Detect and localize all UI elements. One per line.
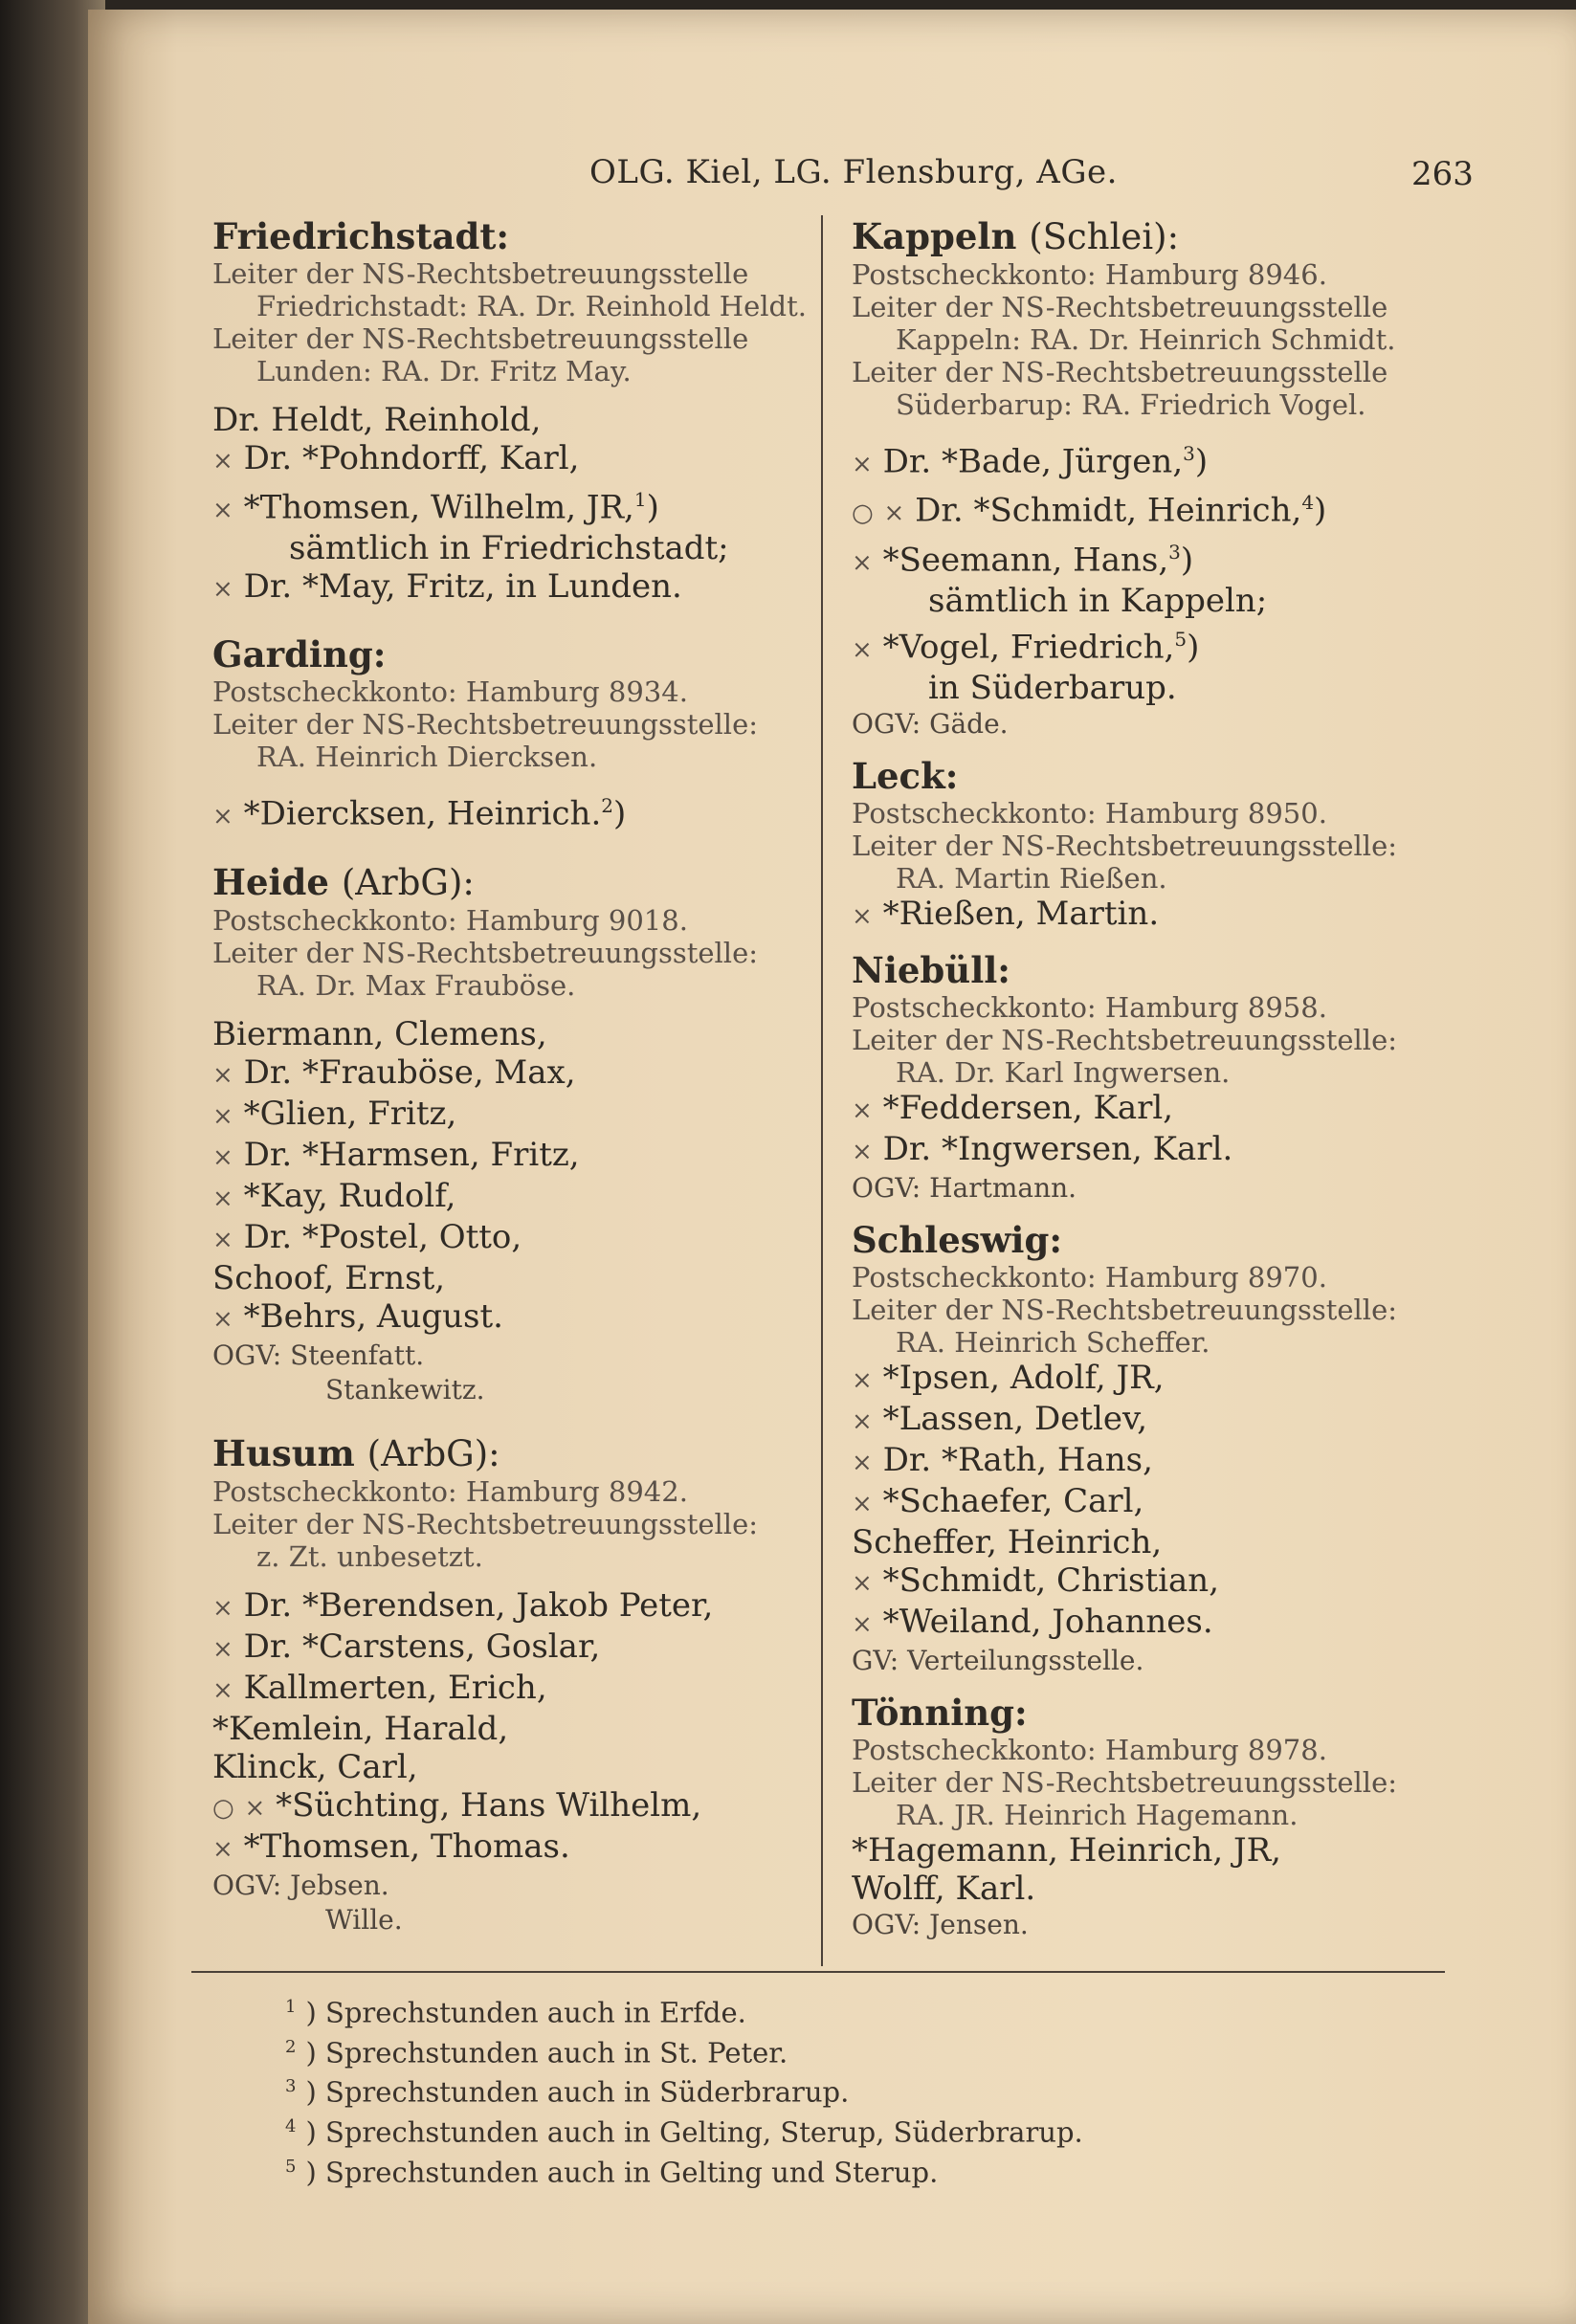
footnote-ref: 4 <box>1301 491 1315 515</box>
lawyer-entry: *Hagemann, Heinrich, JR, <box>852 1831 1281 1870</box>
lawyer-entry: × *Diercksen, Heinrich.$^2$) <box>212 794 627 833</box>
footnote-rule <box>191 1971 1445 1973</box>
leader-line: Leiter der NS-Rechtsbetreuungsstelle: <box>852 1024 1398 1057</box>
section-friedrichstadt <box>212 215 834 609</box>
notary-mark: × <box>852 1569 873 1599</box>
location-note: in Süderbarup. <box>928 669 1177 708</box>
lawyer-entry: × Dr. *Berendsen, Jakob Peter, <box>212 1585 714 1625</box>
lawyer-entry: × Dr. *Ingwersen, Karl. <box>852 1130 1233 1169</box>
footnote: $^1$ ) Sprechstunden auch in Erfde. <box>285 1996 746 2029</box>
section-heading: Kappeln (Schlei): <box>852 215 1180 257</box>
footnote: $^5$ ) Sprechstunden auch in Gelting und Sterup. <box>285 2156 939 2189</box>
bailiff-line: OGV: Hartmann. <box>852 1172 1077 1205</box>
leader-line: RA. JR. Heinrich Hagemann. <box>896 1799 1299 1832</box>
lawyer-entry: × Dr. *Carstens, Goslar, <box>212 1627 601 1666</box>
notary-mark: × <box>852 1138 873 1167</box>
leader-line: Lunden: RA. Dr. Fritz May. <box>256 355 632 387</box>
leader-line: Leiter der NS-Rechtsbetreuungsstelle: <box>212 936 759 969</box>
leader-line: Leiter der NS-Rechtsbetreuungsstelle: <box>852 830 1398 863</box>
leader-line: Leiter der NS-Rechtsbetreuungsstelle: <box>852 1766 1398 1800</box>
lawyer-entry: ○ × Dr. *Schmidt, Heinrich,$^4$) <box>852 491 1327 530</box>
notary-mark: × <box>883 498 905 528</box>
notary-mark: × <box>212 447 233 476</box>
section-toenning <box>852 1692 1483 1942</box>
section-husum <box>212 1432 834 1937</box>
lawyer-entry: ○ × *Süchting, Hans Wilhelm, <box>212 1785 702 1825</box>
lawyer-entry: × Dr. *May, Fritz, in Lunden. <box>212 567 682 607</box>
footnote: $^2$ ) Sprechstunden auch in St. Peter. <box>285 2036 788 2069</box>
leader-line: Leiter der NS-Rechtsbetreuungsstelle <box>212 322 749 355</box>
section-heading: Garding: <box>212 633 387 676</box>
footnote-ref: 2 <box>601 794 613 818</box>
lawyer-entry: × Dr. *Rath, Hans, <box>852 1441 1153 1480</box>
lawyer-entry: Klinck, Carl, <box>212 1747 418 1786</box>
lawyer-entry: × *Glien, Fritz, <box>212 1094 457 1133</box>
circle-mark: ○ <box>852 498 874 528</box>
lawyer-entry: *Kemlein, Harald, <box>212 1709 509 1748</box>
postal-account: Postscheckkonto: Hamburg 8978. <box>852 1734 1327 1767</box>
leader-line: Leiter der NS-Rechtsbetreuungsstelle <box>852 356 1388 388</box>
lawyer-entry: Wolff, Karl. <box>852 1870 1036 1909</box>
postal-account: Postscheckkonto: Hamburg 9018. <box>212 903 688 937</box>
bailiff-line: Stankewitz. <box>325 1373 485 1405</box>
postal-account: Postscheckkonto: Hamburg 8958. <box>852 991 1327 1025</box>
leader-line: z. Zt. unbesetzt. <box>256 1539 483 1573</box>
footnote: $^3$ ) Sprechstunden auch in Süderbrarup. <box>285 2075 850 2109</box>
leader-line: Leiter der NS-Rechtsbetreuungsstelle <box>212 257 749 290</box>
leader-line: Leiter der NS-Rechtsbetreuungsstelle: <box>852 1294 1398 1327</box>
section-schleswig <box>852 1219 1483 1678</box>
page-number: 263 <box>1411 155 1474 193</box>
notary-mark: × <box>212 575 233 605</box>
section-heading: Friedrichstadt: <box>212 215 510 257</box>
right-column <box>852 215 1483 1942</box>
bailiff-line: OGV: Jensen. <box>852 1909 1029 1941</box>
bailiff-line: OGV: Gäde. <box>852 708 1009 741</box>
leader-line: Friedrichstadt: RA. Dr. Reinhold Heldt. <box>256 290 807 322</box>
lawyer-entry: × Dr. *Frauböse, Max, <box>212 1052 576 1092</box>
notary-mark: × <box>852 635 873 665</box>
notary-mark: × <box>212 1675 233 1705</box>
left-column <box>212 215 834 1937</box>
lawyer-entry: × *Schmidt, Christian, <box>852 1561 1219 1601</box>
lawyer-entry: Scheffer, Heinrich, <box>852 1523 1163 1562</box>
leader-line: Leiter der NS-Rechtsbetreuungsstelle: <box>212 708 759 741</box>
leader-line: RA. Heinrich Scheffer. <box>896 1326 1210 1360</box>
lawyer-entry: × *Thomsen, Thomas. <box>212 1826 570 1866</box>
footnote: $^4$ ) Sprechstunden auch in Gelting, Sterup, Süderbrarup. <box>285 2115 1083 2149</box>
running-title: OLG. Kiel, LG. Flensburg, AGe. <box>589 153 1118 191</box>
leader-line: Leiter der NS-Rechtsbetreuungsstelle <box>852 291 1388 323</box>
notary-mark: × <box>852 1490 873 1519</box>
notary-mark: × <box>212 1304 233 1334</box>
notary-mark: × <box>212 1593 233 1623</box>
footnotes <box>285 1990 1083 2189</box>
bailiff-line: Wille. <box>325 1903 403 1936</box>
notary-mark: × <box>212 1834 233 1864</box>
section-heading: Husum (ArbG): <box>212 1431 500 1474</box>
lawyer-entry: × *Weiland, Johannes. <box>852 1603 1213 1642</box>
postal-account: Postscheckkonto: Hamburg 8970. <box>852 1261 1327 1295</box>
notary-mark: × <box>212 1184 233 1213</box>
leader-line: RA. Heinrich Diercksen. <box>256 741 598 774</box>
leader-line: Süderbarup: RA. Friedrich Vogel. <box>896 388 1366 421</box>
bailiff-line: OGV: Steenfatt. <box>212 1339 425 1371</box>
section-niebuell <box>852 949 1483 1206</box>
lawyer-entry: × Kallmerten, Erich, <box>212 1668 547 1707</box>
lawyer-entry: Schoof, Ernst, <box>212 1258 446 1297</box>
footnote-ref: 1 <box>633 488 647 511</box>
leader-line: RA. Martin Rießen. <box>896 862 1167 896</box>
lawyer-entry: × *Lassen, Detlev, <box>852 1400 1148 1439</box>
postal-account: Postscheckkonto: Hamburg 8946. <box>852 258 1327 291</box>
notary-mark: × <box>212 496 233 525</box>
leader-line: RA. Dr. Max Frauböse. <box>256 968 576 1002</box>
lawyer-entry: × Dr. *Postel, Otto, <box>212 1217 522 1256</box>
section-garding <box>212 633 834 835</box>
notary-mark: × <box>212 1225 233 1254</box>
footnote-ref: 3 <box>1168 540 1181 564</box>
bailiff-line: GV: Verteilungsstelle. <box>852 1645 1144 1677</box>
location-note: sämtlich in Kappeln; <box>928 581 1268 620</box>
postal-account: Postscheckkonto: Hamburg 8950. <box>852 797 1327 830</box>
notary-mark: × <box>852 902 873 932</box>
notary-mark: × <box>852 1449 873 1478</box>
lawyer-entry: × Dr. *Bade, Jürgen,$^3$) <box>852 442 1209 481</box>
lawyer-entry: Biermann, Clemens, <box>212 1014 547 1053</box>
notary-mark: × <box>852 1366 873 1396</box>
leader-line: Leiter der NS-Rechtsbetreuungsstelle: <box>212 1507 759 1540</box>
lawyer-entry: × Dr. *Pohndorff, Karl, <box>212 439 580 477</box>
lawyer-entry: × *Behrs, August. <box>212 1296 503 1336</box>
section-kappeln <box>852 215 1483 741</box>
section-heading: Niebüll: <box>852 949 1010 992</box>
notary-mark: × <box>212 1060 233 1090</box>
lawyer-entry: × *Vogel, Friedrich,$^5$) <box>852 627 1200 667</box>
notary-mark: × <box>852 1610 873 1640</box>
section-heading: Heide (ArbG): <box>212 860 475 903</box>
notary-mark: × <box>852 1096 873 1126</box>
postal-account: Postscheckkonto: Hamburg 8934. <box>212 675 688 709</box>
postal-account: Postscheckkonto: Hamburg 8942. <box>212 1474 688 1508</box>
lawyer-entry: × *Kay, Rudolf, <box>212 1176 456 1215</box>
bailiff-line: OGV: Jebsen. <box>212 1869 389 1901</box>
notary-mark: × <box>244 1793 266 1823</box>
notary-mark: × <box>212 1634 233 1664</box>
footnote-ref: 3 <box>1183 442 1195 465</box>
notary-mark: × <box>852 1407 873 1437</box>
lawyer-entry: × *Feddersen, Karl, <box>852 1089 1174 1128</box>
notary-mark: × <box>852 547 873 577</box>
section-heading: Tönning: <box>852 1692 1028 1735</box>
lawyer-entry: × Dr. *Harmsen, Fritz, <box>212 1135 580 1174</box>
lawyer-entry: × *Rießen, Martin. <box>852 895 1160 934</box>
lawyer-entry: Dr. Heldt, Reinhold, <box>212 401 542 439</box>
circle-mark: ○ <box>212 1793 234 1823</box>
section-heide <box>212 861 834 1407</box>
notary-mark: × <box>212 1101 233 1131</box>
section-heading: Schleswig: <box>852 1219 1063 1262</box>
location-note: sämtlich in Friedrichstadt; <box>289 529 729 568</box>
notary-mark: × <box>212 802 233 831</box>
footnote-ref: 5 <box>1174 627 1188 651</box>
notary-mark: × <box>212 1142 233 1172</box>
notary-mark: × <box>852 450 873 479</box>
lawyer-entry: × *Thomsen, Wilhelm, JR,$^1$) <box>212 488 659 527</box>
section-heading: Leck: <box>852 755 959 798</box>
lawyer-entry: × *Schaefer, Carl, <box>852 1482 1144 1521</box>
leader-line: Kappeln: RA. Dr. Heinrich Schmidt. <box>896 323 1396 356</box>
lawyer-entry: × *Ipsen, Adolf, JR, <box>852 1359 1165 1398</box>
leader-line: RA. Dr. Karl Ingwersen. <box>896 1056 1231 1090</box>
section-leck <box>852 755 1483 936</box>
lawyer-entry: × *Seemann, Hans,$^3$) <box>852 540 1194 579</box>
